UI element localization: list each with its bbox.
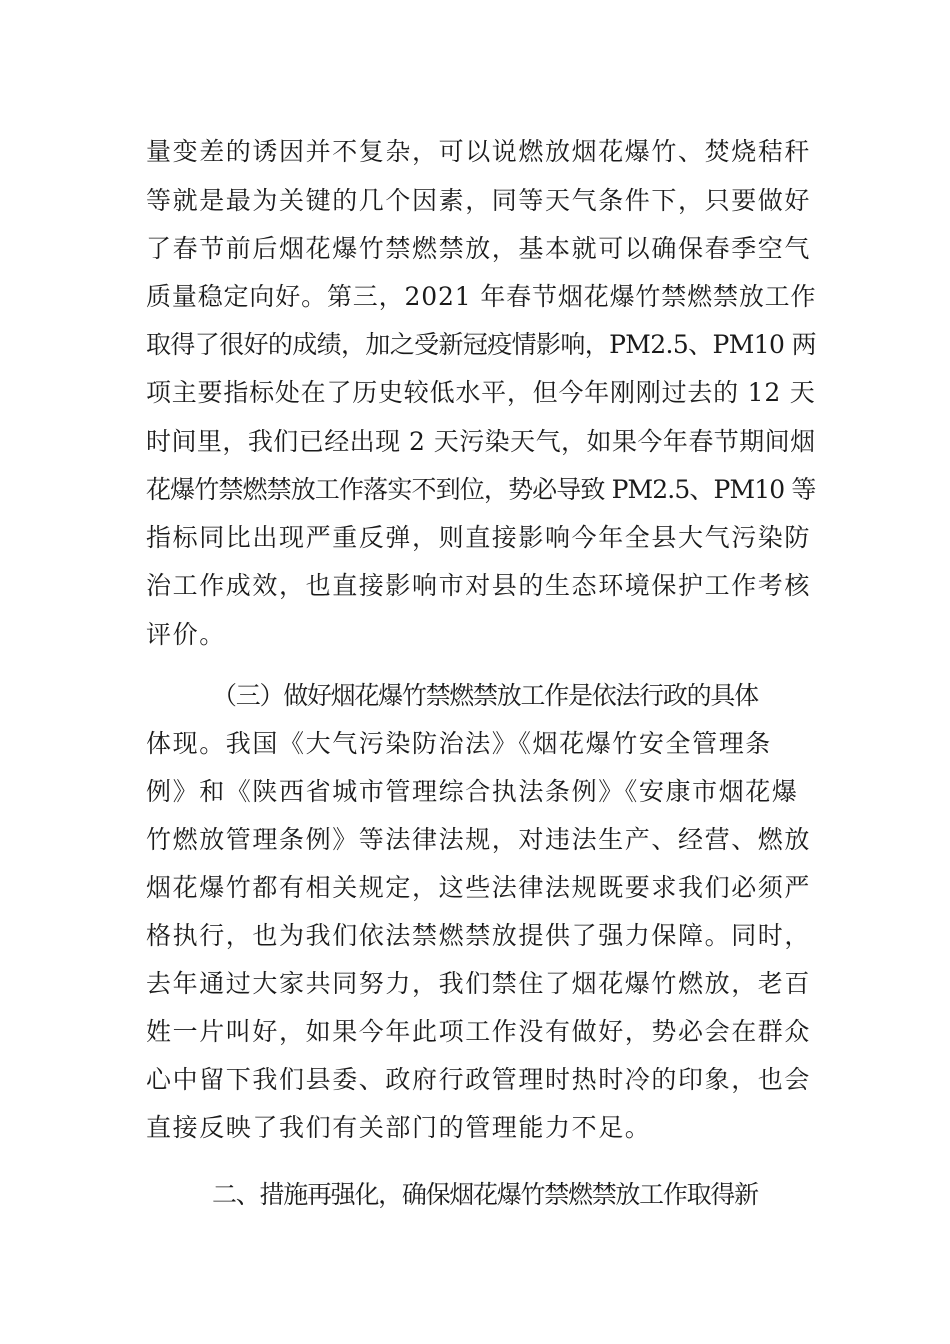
text-line: 格执行，也为我们依法禁燃禁放提供了强力保障。同时， (146, 921, 812, 950)
text-line: 花爆竹禁燃禁放工作落实不到位，势必导致 PM2.5、PM10 等 (146, 475, 816, 504)
text-line: 评价。 (146, 620, 226, 649)
text-line: 烟花爆竹都有相关规定，这些法律法规既要求我们必须严 (146, 873, 812, 902)
paragraph-first-line: （三）做好烟花爆竹禁燃禁放工作是依法行政的具体 (212, 681, 758, 710)
text-line: 体现。我国《大气污染防治法》《烟花爆竹安全管理条 (146, 729, 772, 758)
text-line: 取得了很好的成绩，加之受新冠疫情影响，PM2.5、PM10 两 (146, 330, 816, 359)
text-line: 量变差的诱因并不复杂，可以说燃放烟花爆竹、焚烧秸秆 (146, 137, 812, 166)
section-heading: 二、措施再强化，确保烟花爆竹禁燃禁放工作取得新 (212, 1180, 758, 1209)
text-line: 项主要指标处在了历史较低水平，但今年刚刚过去的 12 天 (146, 378, 816, 407)
text-line: 直接反映了我们有关部门的管理能力不足。 (146, 1113, 652, 1142)
text-line: 质量稳定向好。第三，2021 年春节烟花爆竹禁燃禁放工作 (146, 282, 817, 311)
text-line: 心中留下我们县委、政府行政管理时热时冷的印象，也会 (146, 1065, 812, 1094)
text-line: 指标同比出现严重反弹，则直接影响今年全县大气污染防 (146, 523, 812, 552)
text-line: 竹燃放管理条例》等法律法规，对违法生产、经营、燃放 (146, 825, 812, 854)
text-line: 例》和《陕西省城市管理综合执法条例》《安康市烟花爆 (146, 777, 799, 806)
text-line: 去年通过大家共同努力，我们禁住了烟花爆竹燃放，老百 (146, 969, 812, 998)
text-line: 姓一片叫好，如果今年此项工作没有做好，势必会在群众 (146, 1017, 812, 1046)
text-line: 治工作成效，也直接影响市对县的生态环境保护工作考核 (146, 571, 812, 600)
text-line: 时间里，我们已经出现 2 天污染天气，如果今年春节期间烟 (146, 427, 816, 456)
text-line: 等就是最为关键的几个因素，同等天气条件下，只要做好 (146, 186, 812, 215)
text-line: 了春节前后烟花爆竹禁燃禁放，基本就可以确保春季空气 (146, 234, 812, 263)
